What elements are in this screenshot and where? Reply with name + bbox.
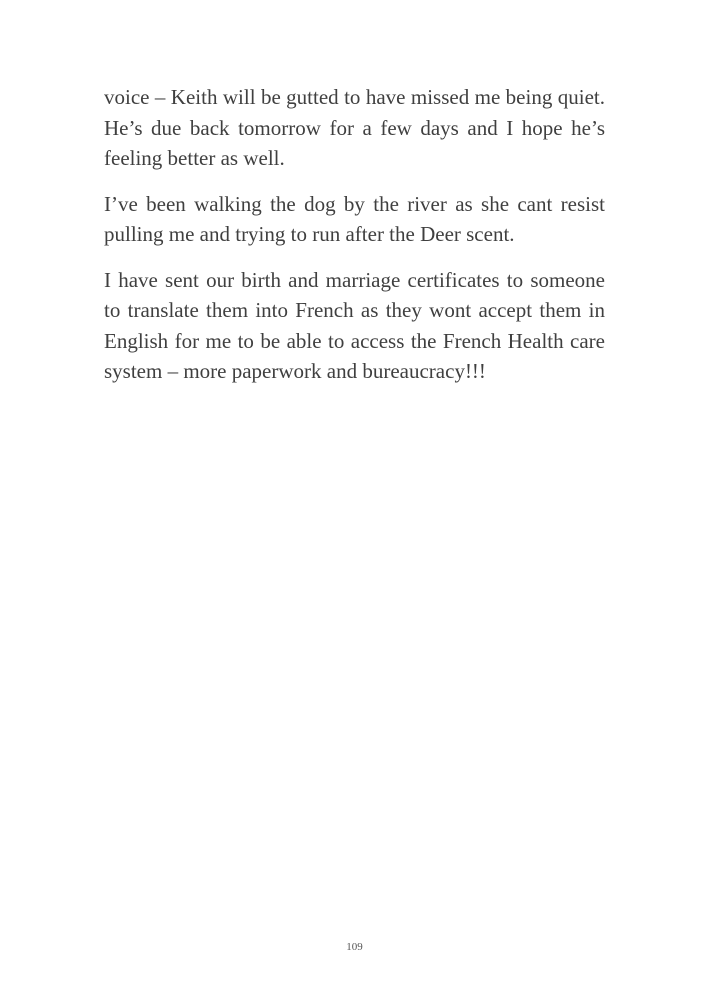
paragraph: I have sent our birth and marriage certificates to someone to translate them into French as they wont accept them in English for me to be able to access the French Health care system – more paperwork and bureaucracy!!!: [104, 267, 605, 383]
paragraph: voice – Keith will be gutted to have missed me being quiet. He’s due back tomorrow for a few days and I hope he’s feeling better as well.: [104, 85, 605, 170]
page-number: 109: [346, 941, 363, 953]
paragraph: I’ve been walking the dog by the river as she cant resist pulling me and trying to run after the Deer scent.: [104, 191, 605, 246]
body-text: [104, 82, 605, 402]
